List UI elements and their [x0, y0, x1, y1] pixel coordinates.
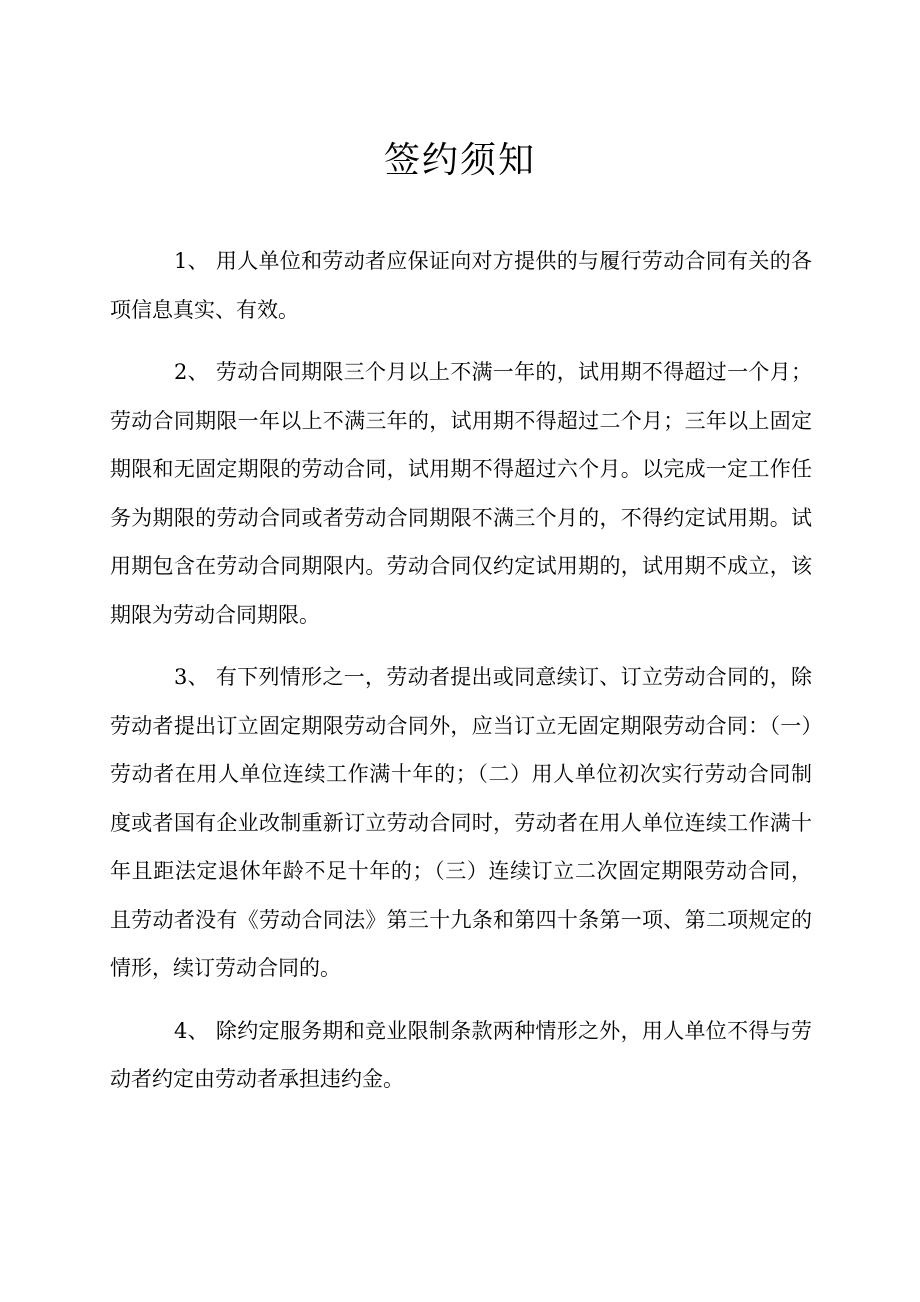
paragraph-4: 4、 除约定服务期和竞业限制条款两种情形之外，用人单位不得与劳动者约定由劳动者承担违约金。 [110, 1018, 812, 1091]
paragraph-1: 1、 用人单位和劳动者应保证向对方提供的与履行劳动合同有关的各项信息真实、有效。 [110, 249, 812, 322]
document-body [110, 237, 812, 1118]
paragraph-3: 3、 有下列情形之一，劳动者提出或同意续订、订立劳动合同的，除劳动者提出订立固定期限劳动合同外，应当订立无固定期限劳动合同：（一）劳动者在用人单位连续工作满十年的；（二）用人单位初次实行劳动合同制度或者国有企业改制重新订立劳动合同时，劳动者在用人单位连续工作满十年且距法定退休年龄不足十年的；（三）连续订立二次固定期限劳动合同，且劳动者没有《劳动合同法》第三十九条和第四十条第一项、第二项规定的情形，续订劳动合同的。 [110, 665, 812, 980]
paragraph-2: 2、 劳动合同期限三个月以上不满一年的，试用期不得超过一个月；劳动合同期限一年以上不满三年的，试用期不得超过二个月；三年以上固定期限和无固定期限的劳动合同，试用期不得超过六个月。以完成一定工作任务为期限的劳动合同或者劳动合同期限不满三个月的，不得约定试用期。试用期包含在劳动合同期限内。劳动合同仅约定试用期的，试用期不成立，该期限为劳动合同期限。 [110, 360, 812, 627]
page-title: 签约须知 [383, 140, 536, 181]
